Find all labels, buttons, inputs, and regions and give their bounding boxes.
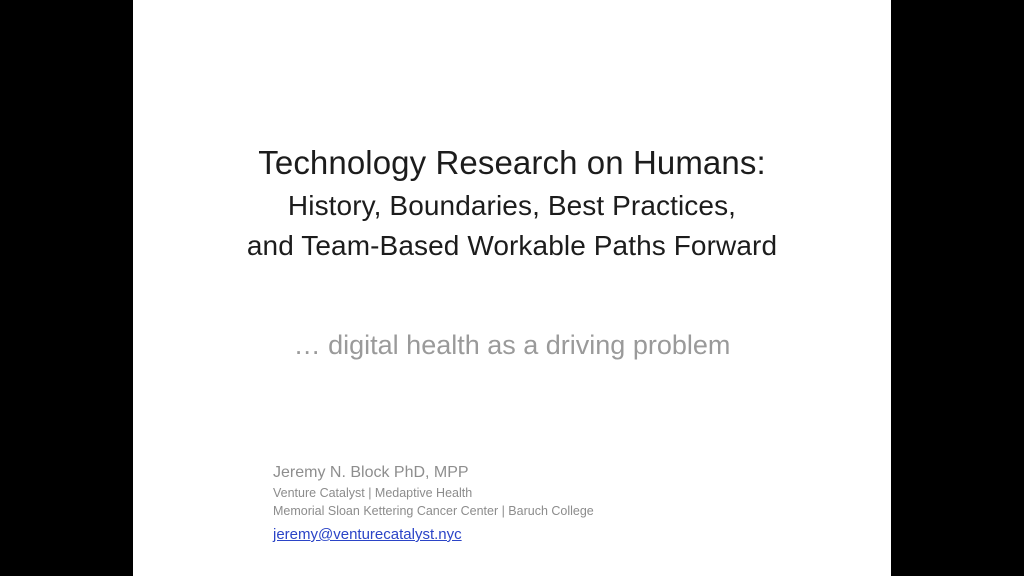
title-line-1: Technology Research on Humans: — [258, 144, 766, 181]
slide-subtitle: … digital health as a driving problem — [293, 330, 731, 360]
author-affiliation-line-2: Memorial Sloan Kettering Cancer Center | Baruch College — [273, 504, 594, 518]
author-email-link[interactable]: jeremy@venturecatalyst.nyc — [273, 526, 462, 543]
slide-title — [133, 140, 891, 266]
author-credits — [273, 462, 873, 545]
author-name: Jeremy N. Block PhD, MPP — [273, 464, 469, 481]
author-affiliation-line-1: Venture Catalyst | Medaptive Health — [273, 486, 473, 500]
presentation-slide — [133, 0, 891, 576]
title-line-2: History, Boundaries, Best Practices, — [287, 190, 737, 221]
title-line-3: and Team-Based Workable Paths Forward — [246, 230, 778, 261]
